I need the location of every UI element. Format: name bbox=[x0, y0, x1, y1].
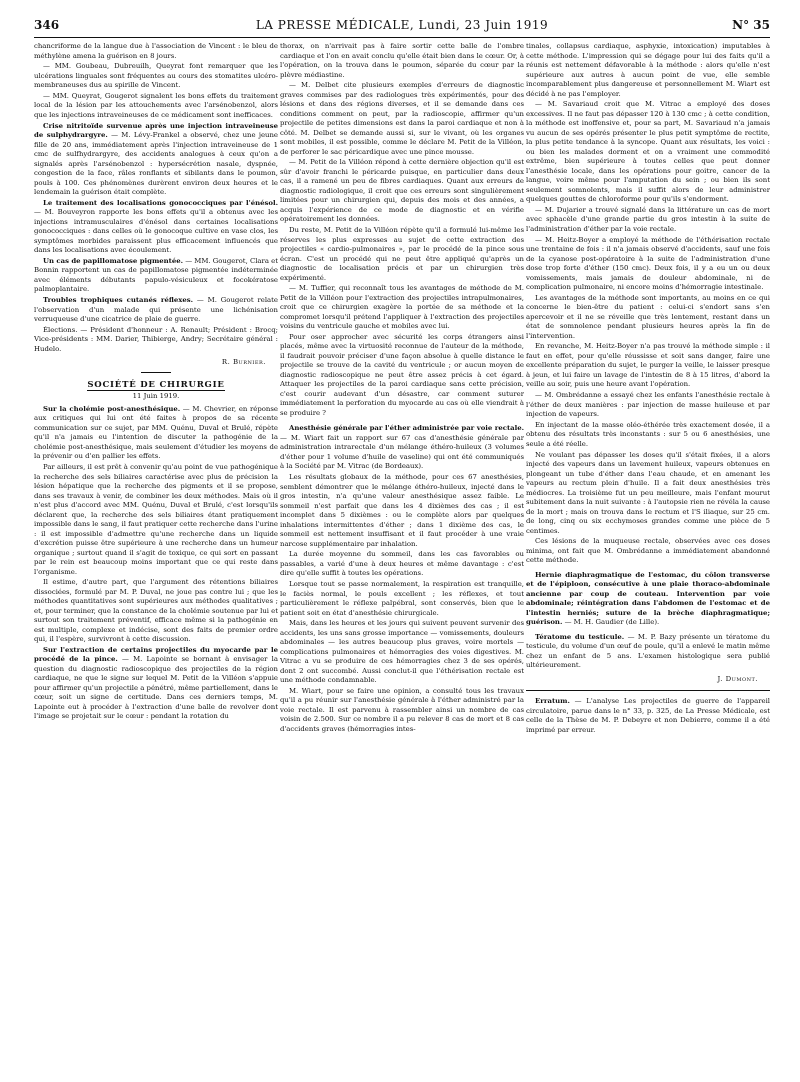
paragraph-text: — M. Gougerot relate l'observation d'un malade qui présente une lichénisation verruqueuse d'une cicatrice de plaie de guerre. bbox=[34, 296, 278, 324]
paragraph: Il estime, d'autre part, que l'argument des rétentions biliaires dissociées, formulé par M. P. Duval, ne joue pas contre lui ; que les méthodes quantitatives sont supérieures aux méthodes qualitatives ; et, pour terminer, que la constance de la cholémie soutenue par lui et surtout son traitement préventif, efficace même si la pathogénie en est multiple, complexe et indécise, sont des faits de premier ordre qui, il l'espère, survivront à cette discussion. bbox=[34, 578, 278, 644]
paragraph-text: — M. Bouveyron rapporte les bons effets qu'il a obtenus avec les injections intramusculaires d'énésol dans certaines localisations gonococciques : dans celles où le gonocoque cultive en vase clos, les symptômes morbides paraissent plus efficacement influencés que dans les localisations avec écoulement. bbox=[34, 208, 278, 255]
signature: R. Burnier. bbox=[221, 358, 266, 367]
heading: Tératome du testicule. bbox=[535, 632, 625, 641]
paragraph-text: — L'analyse Les projectiles de guerre de l'appareil circulatoire, parue dans le n° 33, p. 325, de La Presse Médicale, est celle de la Thèse de M. P. Debeyre et non Debierre, comme il a été imprimé par erreur. bbox=[526, 697, 770, 734]
paragraph: — MM. Goubeau, Dubreuilh, Queyrat font remarquer que les ulcérations linguales sont fréquentes au cours des stomatites ulcéro-membraneuses dus au spirille de Vincent. bbox=[34, 62, 278, 90]
column-3 bbox=[526, 42, 770, 1062]
section-title bbox=[34, 381, 278, 391]
paragraph: Élections. — Président d'honneur : A. Renault; Président : Brocq; Vice-présidents : MM. Darier, Thibierge, Andry; Secrétaire général : Hudelo. bbox=[34, 325, 278, 353]
paragraph: Mais, dans les heures et les jours qui suivent peuvent survenir des accidents, les uns sans grosse importance — vomissements, douleurs abdominales — les autres beaucoup plus graves, voire mortels — complications pulmonaires et hémorragies des voies digestives. M. Vitrac a vu se produire de ces hémorragies chez 3 de ses opérés, dont 2 ont succombé. Aussi conclut-il que l'éthérisation rectale est une méthode condamnable. bbox=[280, 619, 524, 685]
paragraph-text: — M. Chevrier, en réponse aux critiques qui lui ont été faites à propos de sa récente communication sur ce sujet, par MM. Quénu, Duval et Brulé, répète qu'il n'a jamais eu l'intention de discuter la pathogénie de la cholémie post-anesthésique, mais seulement d'étudier les moyens de la prévenir ou d'en pallier les effets. bbox=[34, 404, 278, 461]
heading: Le traitement des localisations gonococciques par l'énésol. bbox=[43, 198, 278, 207]
paragraph-text: — MM. Gougerot, Clara et Bonnin rapportent un cas de papillomatose pigmentée indéterminée avec éléments débutants papulo-vésiculeux et focokératose palmoplantaire. bbox=[34, 256, 278, 294]
paragraph: — M. Tuffier, qui reconnaît tous les avantages de méthode de M. Petit de la Villéon pour l'extraction des projectiles intrapulmonaires, croit que ce chirurgien exagère la portée de sa méthode et la compromet lorsqu'il prétend l'appliquer à l'extraction des projectiles voisins du ventricule gauche et mobiles avec lui. bbox=[280, 284, 524, 331]
paragraph: — M. Ombrédanne a essayé chez les enfants l'anesthésie rectale à l'éther de deux manières : par injection de masse huileuse et par injection de vapeurs. bbox=[526, 391, 770, 419]
paragraph: tinales, collapsus cardiaque, asphyxie, intoxication) imputables à cette méthode. L'impression qui se dégage pour lui des faits qu'il a réunis est nettement défavorable à la méthode : alors qu'elle n'est supérieure aux autres à aucun point de vue, elle semble incomparablement plus dangereuse et personnellement M. Wiart est décidé à ne pas l'employer. bbox=[526, 42, 770, 98]
paragraph-text: — M. P. Bazy présente un tératome du testicule, du volume d'un œuf de poule, qu'il a enlevé le matin même chez un enfant de 5 ans. L'examen histologique sera publié ultérieurement. bbox=[526, 632, 770, 670]
paragraph-text: — M. Wiart fait un rapport sur 67 cas d'anesthésie générale par administration intrarectale d'un mélange éthéro-huileux (3 volumes d'éther pour 1 volume d'huile de vaseline) qui ont été communiqués à la Société par M. Vitrac (de Bordeaux). bbox=[280, 433, 524, 471]
paragraph: — M. Savariaud croit que M. Vitrac a employé des doses excessives. Il ne faut pas dépasser 120 à 130 cmc ; à cette condition, la méthode est inoffensive et, pour sa part, M. Savariaud n'a jamais vu aucun de ses opérés présenter le plus petit symptôme de rectite, la plus petite tendance à la syncope. Quant aux résultats, les voici : ou bien les malades dorment et on a vraiment une commodité extrême, bien supérieure à toutes celles que peut donner l'anesthésie locale, dans les opérations pour goitre, cancer de la langue, voire même pour l'amputation du sein ; ou bien ils sont seulement somnolents, mais il suffit alors de leur administrer quelques gouttes de chloroforme pour qu'ils s'endorment. bbox=[526, 100, 770, 204]
separator bbox=[526, 690, 770, 691]
column-2 bbox=[280, 42, 524, 1062]
paragraph: — M. Dujarier a trouvé signalé dans la littérature un cas de mort avec sphacèle d'une grande partie du gros intestin à la suite de l'administration d'éther par la voie rectale. bbox=[526, 205, 770, 233]
issue-number: N° 35 bbox=[732, 18, 770, 32]
paragraph: chancriforme de la langue due à l'association de Vincent : le bleu de méthylène amena la guérison en 8 jours. bbox=[34, 42, 278, 60]
heading: Sur l'extraction de certains projectiles du myocarde par le procédé de la pince. bbox=[34, 645, 278, 664]
section-date: 11 Juin 1919. bbox=[132, 392, 180, 401]
paragraph-text: — M. Lapointe se bornant à envisager la question du diagnostic radioscopique des projectiles de la région cardiaque, ne que le signe sur lequel M. Petit de la Villéon s'appuie pour affirmer qu'un projectile a pénétré, même partiellement, dans le cœur, soit un signe de certitude. Dans ces derniers temps, M. Lapointe eut à procéder à l'extraction d'une balle de revolver dont l'image se projetait sur le cœur : pendant la rotation du bbox=[34, 655, 278, 721]
paragraph: Ces lésions de la muqueuse rectale, observées avec ces doses minima, ont fait que M. Ombrédanne a immédiatement abandonné cette méthode. bbox=[526, 537, 770, 565]
paragraph: En injectant de la masse oléo-éthérée très exactement dosée, il a obtenu des résultats très inconstants : sur 5 ou 6 anesthésies, une seule a été réelle. bbox=[526, 420, 770, 448]
paragraph bbox=[526, 697, 770, 735]
paragraph: — M. Delbet cite plusieurs exemples d'erreurs de diagnostic graves commises par des radiologues très expérimentés, pour des lésions et dans des régions diverses, et il se demande dans ces conditions comment on peut, par la radioscopie, affirmer qu'un projectile de petites dimensions est dans la paroi cardiaque et non à côté. M. Delbet se demande aussi si, sur le vivant, où les organes sont mobiles, il est possible, comme le déclare M. Petit de la Villéon, de perforer le sac péricardique avec une pince mousse. bbox=[280, 81, 524, 156]
paragraph: Ne voulant pas dépasser les doses qu'il s'était fixées, il a alors injecté des vapeurs dans un lavement huileux, vapeurs obtenues en plongeant un tube d'éther dans l'eau chaude, et en amenant les vapeurs au rectum plein d'huile. Il a fait deux anesthésies très médiocres. La troisième fut un peu meilleure, mais l'enfant mourut subitement dans la nuit suivante : à l'autopsie rien ne révéla la cause de la mort ; mais on trouva dans le rectum et l'S iliaque, sur 25 cm. de long, cinq ou six ecchymoses grandes comme une pièce de 5 centimes. bbox=[526, 450, 770, 535]
paragraph: La durée moyenne du sommeil, dans les cas favorables ou passables, a varié d'une à deux heures et même davantage : c'est dire qu'elle suffit à toutes les opérations. bbox=[280, 550, 524, 578]
heading: Un cas de papillomatose pigmentée. bbox=[43, 256, 183, 265]
separator bbox=[141, 372, 171, 373]
heading: Troubles trophiques cutanés réflexes. bbox=[43, 296, 194, 305]
paragraph bbox=[34, 257, 278, 295]
paragraph: Les résultats globaux de la méthode, pour ces 67 anesthésies, semblent démontrer que le mélange éthéro-huileux, injecté dans le gros intestin, n'a qu'une valeur anesthésique assez faible. Le sommeil n'est parfait que dans les 4 dixièmes des cas ; il est incomplet dans 5 dixièmes : ou le complète alors par quelques inhalations intermittentes d'éther ; dans 1 dixième des cas, le sommeil est nettement insuffisant et il faut procéder à une vraie narcose supplémentaire par inhalation. bbox=[280, 473, 524, 548]
paragraph: Du reste, M. Petit de la Villéon répète qu'il a formulé lui-même les réserves les plus expresses au sujet de cette extraction des projectiles « cardio-pulmonaires », par le procédé de la pince sous écran. C'est un procédé qui ne peut être appliqué qu'après un diagnostic de localisation précis et par un chirurgien très expérimenté. bbox=[280, 226, 524, 282]
heading: Crise nitritoïde survenue après une injection intraveineuse de sulphydrargyre. bbox=[34, 121, 278, 140]
paragraph: Les avantages de la méthode sont importants, au moins en ce qui concerne le bien-être du patient : celui-ci s'endort sans s'en apercevoir et il ne se réveille que très lentement, restant dans un état de somnolence pendant plusieurs heures après la fin de l'intervention. bbox=[526, 293, 770, 340]
heading: Hernie diaphragmatique de l'estomac, du côlon transverse et de l'épiploon, consécutive à une plaie thoraco-abdominale ancienne par coup de couteau. Intervention par voie abdominale; réintégration dans l'abdomen de l'estomac et de l'intestin herniés; suture de la brèche diaphragmatique; guérison. bbox=[526, 570, 770, 627]
paragraph: Par ailleurs, il est prêt à convenir qu'au point de vue pathogénique la recherche des sels biliaires caractérise avec plus de précision la lésion hépatique que la recherche des pigments et il se propose, dans ses travaux à venir, de combiner les deux méthodes. Mais où il n'est plus d'accord avec MM. Quénu, Duval et Brulé, c'est lorsqu'ils déclarent que, la recherche des sels biliaires étant pratiquement impossible dans le sang, il faut pratiquer cette recherche dans l'urine : il est impossible d'admettre qu'une recherche dans un liquide d'excrétion puisse être supérieure à une recherche dans un humeur organique ; surtout quand il s'agit de toxique, ce qui sort en passant par le rein est beaucoup moins important que ce qui reste dans l'organisme. bbox=[34, 463, 278, 576]
paragraph bbox=[280, 424, 524, 472]
heading: Anesthésie générale par l'éther administrée par voie rectale. bbox=[289, 424, 524, 433]
paragraph bbox=[526, 571, 770, 628]
paragraph-text: — M. Lévy-Frankel a observé, chez une jeune fille de 20 ans, immédiatement après l'injection intraveineuse de 1 cmc de sulfhydrargyre, des accidents analogues à ceux qu'on a signalés après l'arsénobenzol : hypersécrétion nasale, dyspnée, congestion de la face, râles ronflants et sibilants dans le poumon, pouls à 100. Ces phénomènes durèrent environ deux heures et le lendemain la guérison était complète. bbox=[34, 131, 278, 197]
paragraph bbox=[34, 199, 278, 256]
paragraph bbox=[34, 122, 278, 198]
paragraph: — M. Petit de la Villéon répond à cette dernière objection qu'il est sûr d'avoir franchi le péricarde puisque, en particulier dans deux cas, il a ramené un peu de fibres cardiaques. Quant aux erreurs de diagnostic radiologique, il croit que ces erreurs sont singulièrement limitées pour un chirurgien qui, depuis des mois et des années, a acquis l'expérience de ce mode de diagnostic et en vérifie opératoirement les données. bbox=[280, 158, 524, 224]
section-title-text: SOCIÉTÉ DE CHIRURGIE bbox=[87, 379, 225, 390]
header-rule bbox=[34, 37, 770, 38]
page-header bbox=[34, 18, 770, 36]
heading: Erratum. bbox=[535, 697, 570, 706]
paragraph: En revanche, M. Heitz-Boyer n'a pas trouvé la méthode simple : il faut en effet, pour qu'elle réussisse et soit sans danger, faire une excellente préparation du sujet, le purger la veille, le laisser presque à jeun, et lui faire un lavage de l'intestin de 8 à 15 litres, d'abord la veille au soir, puis une heure avant l'opération. bbox=[526, 342, 770, 389]
paragraph bbox=[34, 296, 278, 325]
paragraph bbox=[526, 633, 770, 671]
signature: J. Dumont. bbox=[717, 674, 758, 683]
paragraph bbox=[34, 405, 278, 462]
page-number: 346 bbox=[34, 18, 60, 32]
column-1 bbox=[34, 42, 278, 1062]
paragraph: M. Wiart, pour se faire une opinion, a consulté tous les travaux qu'il a pu réunir sur l'anesthésie générale à l'éther administré par la voie rectale. Il est parvenu à rassembler ainsi un nombre de cas voisin de 2.500. Sur ce nombre il a pu relever 8 cas de mort et 8 cas d'accidents graves (hémorragies intes- bbox=[280, 686, 524, 733]
paragraph: Lorsque tout se passe normalement, la respiration est tranquille, le faciès normal, le pouls excellent ; les réflexes, et tout particulièrement le réflexe palpébral, sont conservés, bien que le patient soit en état d'anesthésie chirurgicale. bbox=[280, 580, 524, 617]
paragraph: — M. Heitz-Boyer a employé la méthode de l'éthérisation rectale une trentaine de fois : il n'a jamais observé d'accidents, sauf une fois de la cyanose post-opératoire à la suite de l'administration d'une dose trop forte d'éther (150 cmc). Deux fois, il y a eu un ou deux vomissements, mais jamais de douleur abdominale, ni de complication pulmonaire, ni encore moins d'hémorragie intestinale. bbox=[526, 235, 770, 292]
heading: Sur la cholémie post-anesthésique. bbox=[43, 404, 181, 413]
paragraph bbox=[34, 646, 278, 722]
paragraph: Pour oser approcher avec sécurité les corps étrangers ainsi placés, même avec la virtuosité reconnue de l'auteur de la méthode, il faudrait pouvoir préciser d'une façon absolue à quelle distance le projectile se trouve de la cavité du ventricule ; or aucun moyen de diagnostic radioscopique ne peut être assez précis à cet égard. Attaquer les projectiles de la paroi cardiaque sans cette précision, c'est courir audevant d'un désastre, car comment suturer immédiatement la perforation du myocarde au cas où elle viendrait à se produire ? bbox=[280, 332, 524, 417]
paragraph-text: — M. H. Gaudier (de Lille). bbox=[564, 618, 660, 627]
journal-title: LA PRESSE MÉDICALE, Lundi, 23 Juin 1919 bbox=[255, 18, 549, 32]
paragraph: — MM. Queyrat, Gougerot signalent les bons effets du traitement local de la lésion par les attouchements avec l'arsénobenzol, alors que les injections intraveineuses de ce médicament sont inefficaces. bbox=[34, 91, 278, 119]
paragraph: thorax, on n'arrivait pas à faire sortir cette balle de l'ombre cardiaque et l'on en avait conclu qu'elle était bien dans le cœur. Or, à l'opération, on la trouva dans le poumon, séparée du cœur par la plèvre médiastine. bbox=[280, 42, 524, 79]
